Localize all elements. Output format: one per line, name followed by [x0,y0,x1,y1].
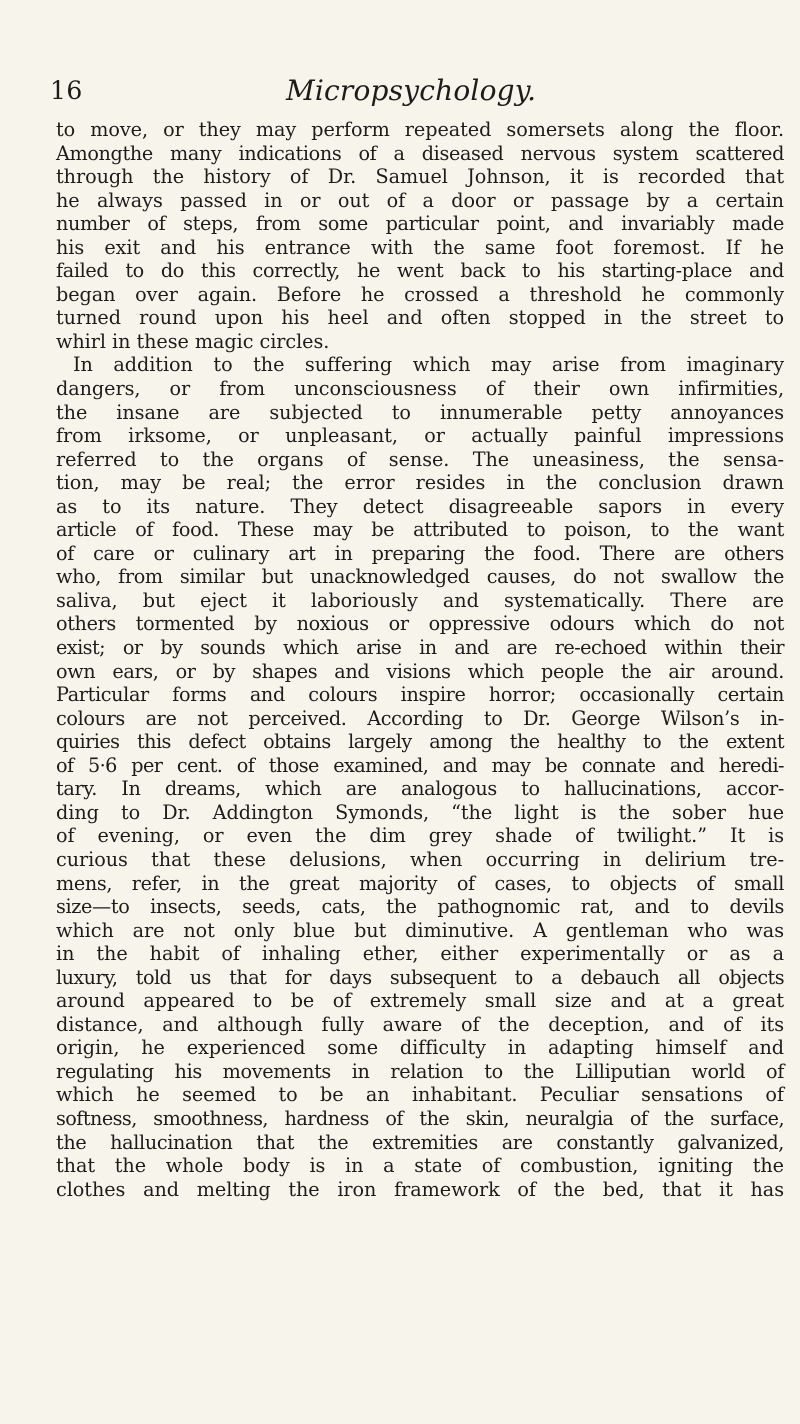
text-line: referred to the organs of sense. The uneasiness, the sensa- [56,447,784,471]
text-line: whirl in these magic circles. [56,329,330,353]
text-line: own ears, or by shapes and visions which people the air around. [56,659,784,683]
text-line: others tormented by noxious or oppressive odours which do not [56,612,784,636]
text-line: clothes and melting the iron framework of the bed, that it has [56,1177,784,1201]
text-line: number of steps, from some particular point, and invariably made [56,212,784,236]
text-line: which are not only blue but diminutive. A gentleman who was [56,918,784,942]
text-line: tion, may be real; the error resides in the conclusion drawn [56,471,784,495]
text-line: as to its nature. They detect disagreeable sapors in every [56,494,784,518]
text-line: through the history of Dr. Samuel Johnson, it is recorded that [56,165,784,189]
text-line: softness, smoothness, hardness of the skin, neuralgia of the surface, [56,1106,784,1130]
text-line: to move, or they may perform repeated somersets along the floor. [56,118,784,141]
running-head [0,64,800,114]
text-line: regulating his movements in relation to the Lilliputian world of [56,1059,784,1083]
text-line: dangers, or from unconsciousness of their own infirmities, [56,377,784,401]
text-line: around appeared to be of extremely small size and at a great [56,989,784,1013]
text-line: in the habit of inhaling ether, either experimentally or as a [56,942,784,966]
text-line: the insane are subjected to innumerable petty annoyances [56,400,784,424]
text-line: failed to do this correctly, he went back to his starting-place and [56,259,784,283]
text-line: tary. In dreams, which are analogous to hallucinations, accor- [56,777,784,801]
text-line: luxury, told us that for days subsequent to a debauch all objects [56,965,784,989]
text-line: saliva, but eject it laboriously and systematically. There are [56,588,784,612]
text-line: quiries this defect obtains largely among the healthy to the extent [56,730,784,754]
running-title: Micropsychology. [286,74,537,107]
text-line: ding to Dr. Addington Symonds, “the light is the sober hue [56,800,784,824]
text-line: distance, and although fully aware of the deception, and of its [56,1012,784,1036]
text-line: which he seemed to be an inhabitant. Peculiar sensations of [56,1083,784,1107]
text-line: turned round upon his heel and often stopped in the street to [56,306,784,330]
text-line: article of food. These may be attributed to poison, to the want [56,518,784,542]
text-line: In addition to the suffering which may arise from imaginary [73,353,784,377]
text-line: that the whole body is in a state of combustion, igniting the [56,1154,784,1178]
text-line: his exit and his entrance with the same foot foremost. If he [56,235,784,259]
text-line: origin, he experienced some difficulty in adapting himself and [56,1036,784,1060]
text-line: the hallucination that the extremities are constantly galvanized, [56,1130,784,1154]
text-line: Amongthe many indications of a diseased nervous system scattered [56,141,784,165]
text-line: size—to insects, seeds, cats, the pathognomic rat, and to devils [56,895,784,919]
text-line: Particular forms and colours inspire horror; occasionally certain [56,683,784,707]
text-line: from irksome, or unpleasant, or actually painful impressions [56,424,784,448]
text-line: mens, refer, in the great majority of cases, to objects of small [56,871,784,895]
text-line: of care or culinary art in preparing the food. There are others [56,541,784,565]
text-line: began over again. Before he crossed a threshold he commonly [56,282,784,306]
page-number: 16 [50,76,83,105]
text-line: of evening, or even the dim grey shade of twilight.” It is [56,824,784,848]
text-line: he always passed in or out of a door or passage by a certain [56,188,784,212]
text-line: exist; or by sounds which arise in and are re-echoed within their [56,636,784,660]
text-line: of 5·6 per cent. of those examined, and may be connate and heredi- [56,753,784,777]
text-line: curious that these delusions, when occurring in delirium tre- [56,847,784,871]
text-line: who, from similar but unacknowledged causes, do not swallow the [56,565,784,589]
body-text [56,118,784,1201]
text-line: colours are not perceived. According to Dr. George Wilson’s in- [56,706,784,730]
